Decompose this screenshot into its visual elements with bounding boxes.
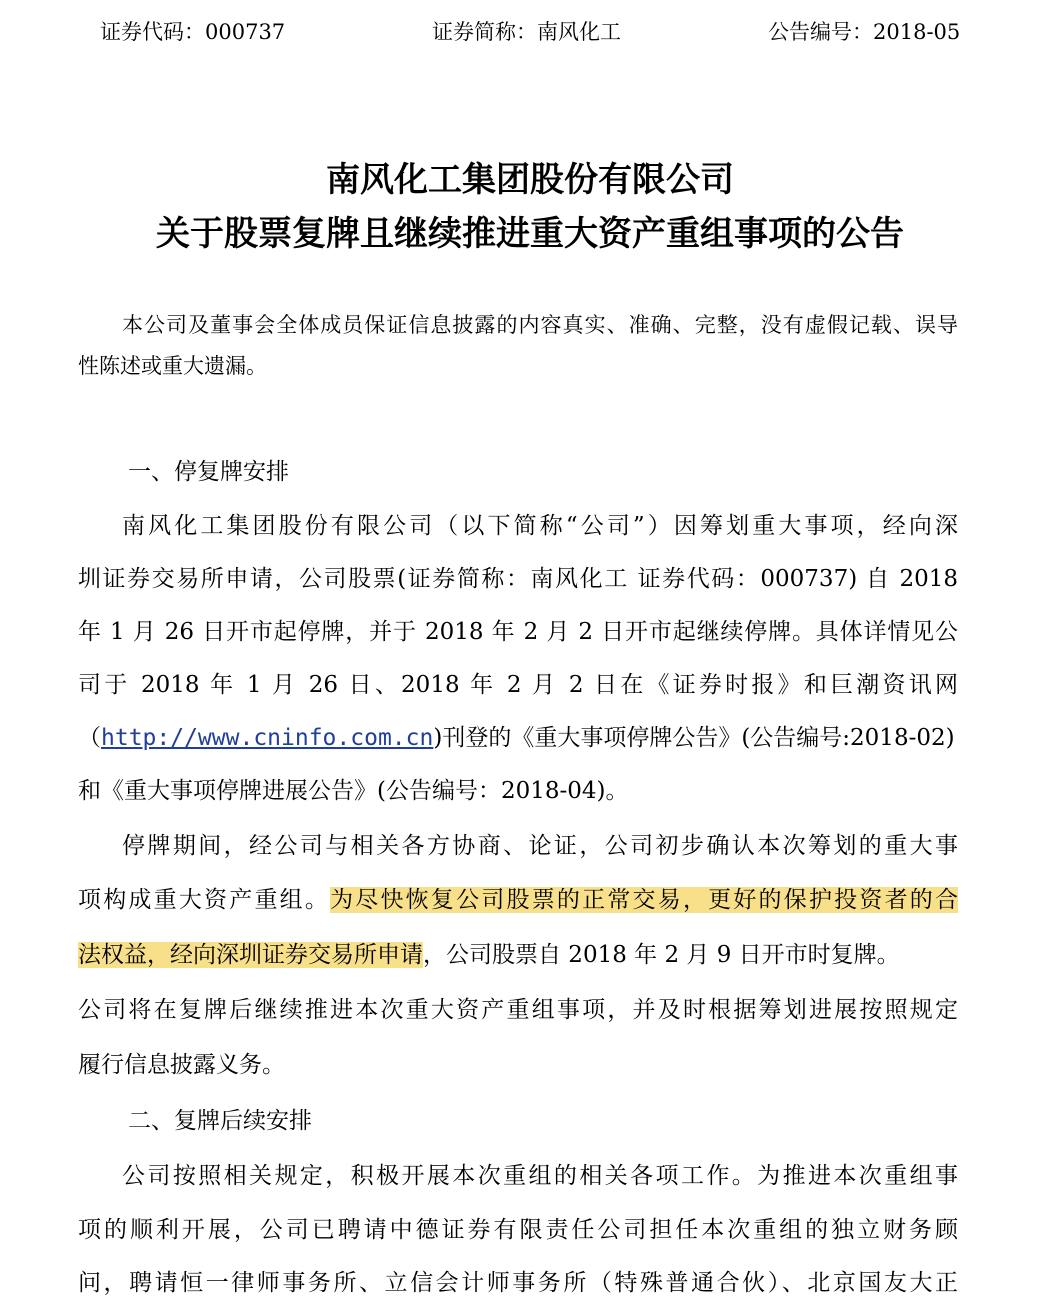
highlighted-text: 法权益，经向深圳证券交易所申请 — [78, 942, 423, 968]
paragraph-line: 停牌期间，经公司与相关各方协商、论证，公司初步确认本次筹划的重大事 — [122, 833, 958, 859]
paragraph-line: 履行信息披露义务。 — [78, 1052, 285, 1078]
security-abbreviation: 证券简称：南风化工 — [432, 20, 621, 44]
plain-text: 项构成重大资产重组。 — [78, 887, 331, 913]
statement-line: 本公司及董事会全体成员保证信息披露的内容真实、准确、完整，没有虚假记载、误导 — [122, 313, 958, 337]
paragraph-line: 问，聘请恒一律师事务所、立信会计师事务所（特殊普通合伙）、北京国友大正 — [78, 1270, 958, 1296]
paragraph-line: 项的顺利开展，公司已聘请中德证券有限责任公司担任本次重组的独立财务顾 — [78, 1217, 958, 1243]
company-title: 南风化工集团股份有限公司 — [326, 160, 734, 200]
security-code: 证券代码：000737 — [100, 20, 286, 44]
paragraph-line: 司于 2018 年 1 月 26 日、2018 年 2 月 2 日在《证券时报》和巨潮资讯网 — [78, 672, 958, 698]
announcement-title: 关于股票复牌且继续推进重大资产重组事项的公告 — [156, 214, 904, 254]
cninfo-link[interactable]: http://www.cninfo.com.cn — [101, 725, 434, 751]
announcement-number: 公告编号：2018-05 — [768, 20, 961, 44]
highlighted-text: 为尽快恢复公司股票的正常交易，更好的保护投资者的合 — [330, 887, 959, 913]
paragraph-line: 公司按照相关规定，积极开展本次重组的相关各项工作。为推进本次重组事 — [122, 1163, 958, 1189]
paragraph-line: 和《重大事项停牌进展公告》(公告编号：2018-04)。 — [78, 778, 629, 804]
paragraph-line — [78, 880, 958, 920]
paragraph-line — [78, 718, 958, 758]
paragraph-line — [78, 935, 958, 975]
paren-open: （ — [78, 725, 101, 751]
paragraph-line: 公司将在复牌后继续推进本次重大资产重组事项，并及时根据筹划进展按照规定 — [78, 997, 958, 1023]
plain-text: ，公司股票自 2018 年 2 月 9 日开市时复牌。 — [423, 942, 900, 968]
link-trailing-text: )刊登的《重大事项停牌公告》(公告编号:2018-02) — [433, 725, 955, 751]
paragraph-line: 年 1 月 26 日开市起停牌，并于 2018 年 2 月 2 日开市起继续停牌。具体详情见公 — [78, 619, 958, 645]
document-header — [0, 16, 1060, 48]
section-heading: 一、停复牌安排 — [128, 459, 289, 485]
paragraph-line: 圳证券交易所申请，公司股票(证券简称：南风化工 证券代码：000737) 自 2018 — [78, 566, 958, 592]
statement-line: 性陈述或重大遗漏。 — [78, 354, 267, 378]
paragraph-line: 南风化工集团股份有限公司（以下简称“公司”）因筹划重大事项，经向深 — [122, 513, 958, 539]
section-heading: 二、复牌后续安排 — [128, 1108, 312, 1134]
